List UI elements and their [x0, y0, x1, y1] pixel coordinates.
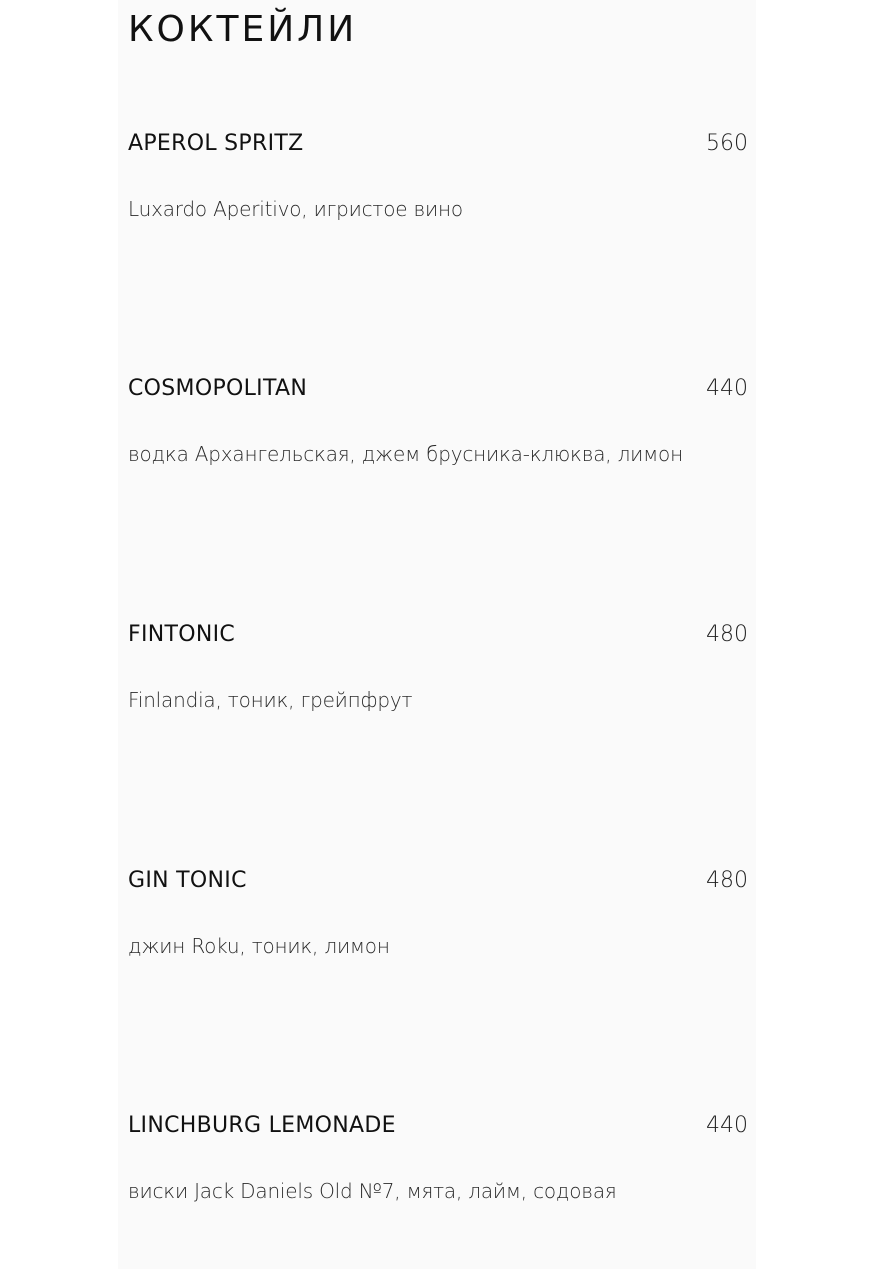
item-price: 440 — [706, 376, 748, 401]
menu-item-aperol-spritz — [128, 129, 748, 249]
menu-item-fintonic — [128, 620, 748, 740]
item-price: 560 — [706, 131, 748, 156]
item-name: GIN TONIC — [128, 868, 247, 893]
item-description: водка Архангельская, джем брусника-клюква, лимон — [128, 442, 683, 466]
item-description: виски Jack Daniels Old №7, мята, лайм, содовая — [128, 1179, 617, 1203]
item-name: FINTONIC — [128, 622, 236, 647]
section-title: КОКТЕЙЛИ — [128, 9, 358, 50]
item-name: COSMOPOLITAN — [128, 376, 308, 401]
item-price: 480 — [706, 868, 748, 893]
item-name: APEROL SPRITZ — [128, 131, 304, 156]
menu-item-gin-tonic — [128, 866, 748, 986]
item-price: 480 — [706, 622, 748, 647]
item-price: 440 — [706, 1113, 748, 1138]
menu-item-cosmopolitan — [128, 374, 748, 494]
item-description: джин Roku, тоник, лимон — [128, 934, 390, 958]
menu-item-linchburg-lemonade — [128, 1111, 748, 1231]
item-name: LINCHBURG LEMONADE — [128, 1113, 396, 1138]
item-description: Luxardo Aperitivo, игристое вино — [128, 197, 463, 221]
item-description: Finlandia, тоник, грейпфрут — [128, 688, 413, 712]
